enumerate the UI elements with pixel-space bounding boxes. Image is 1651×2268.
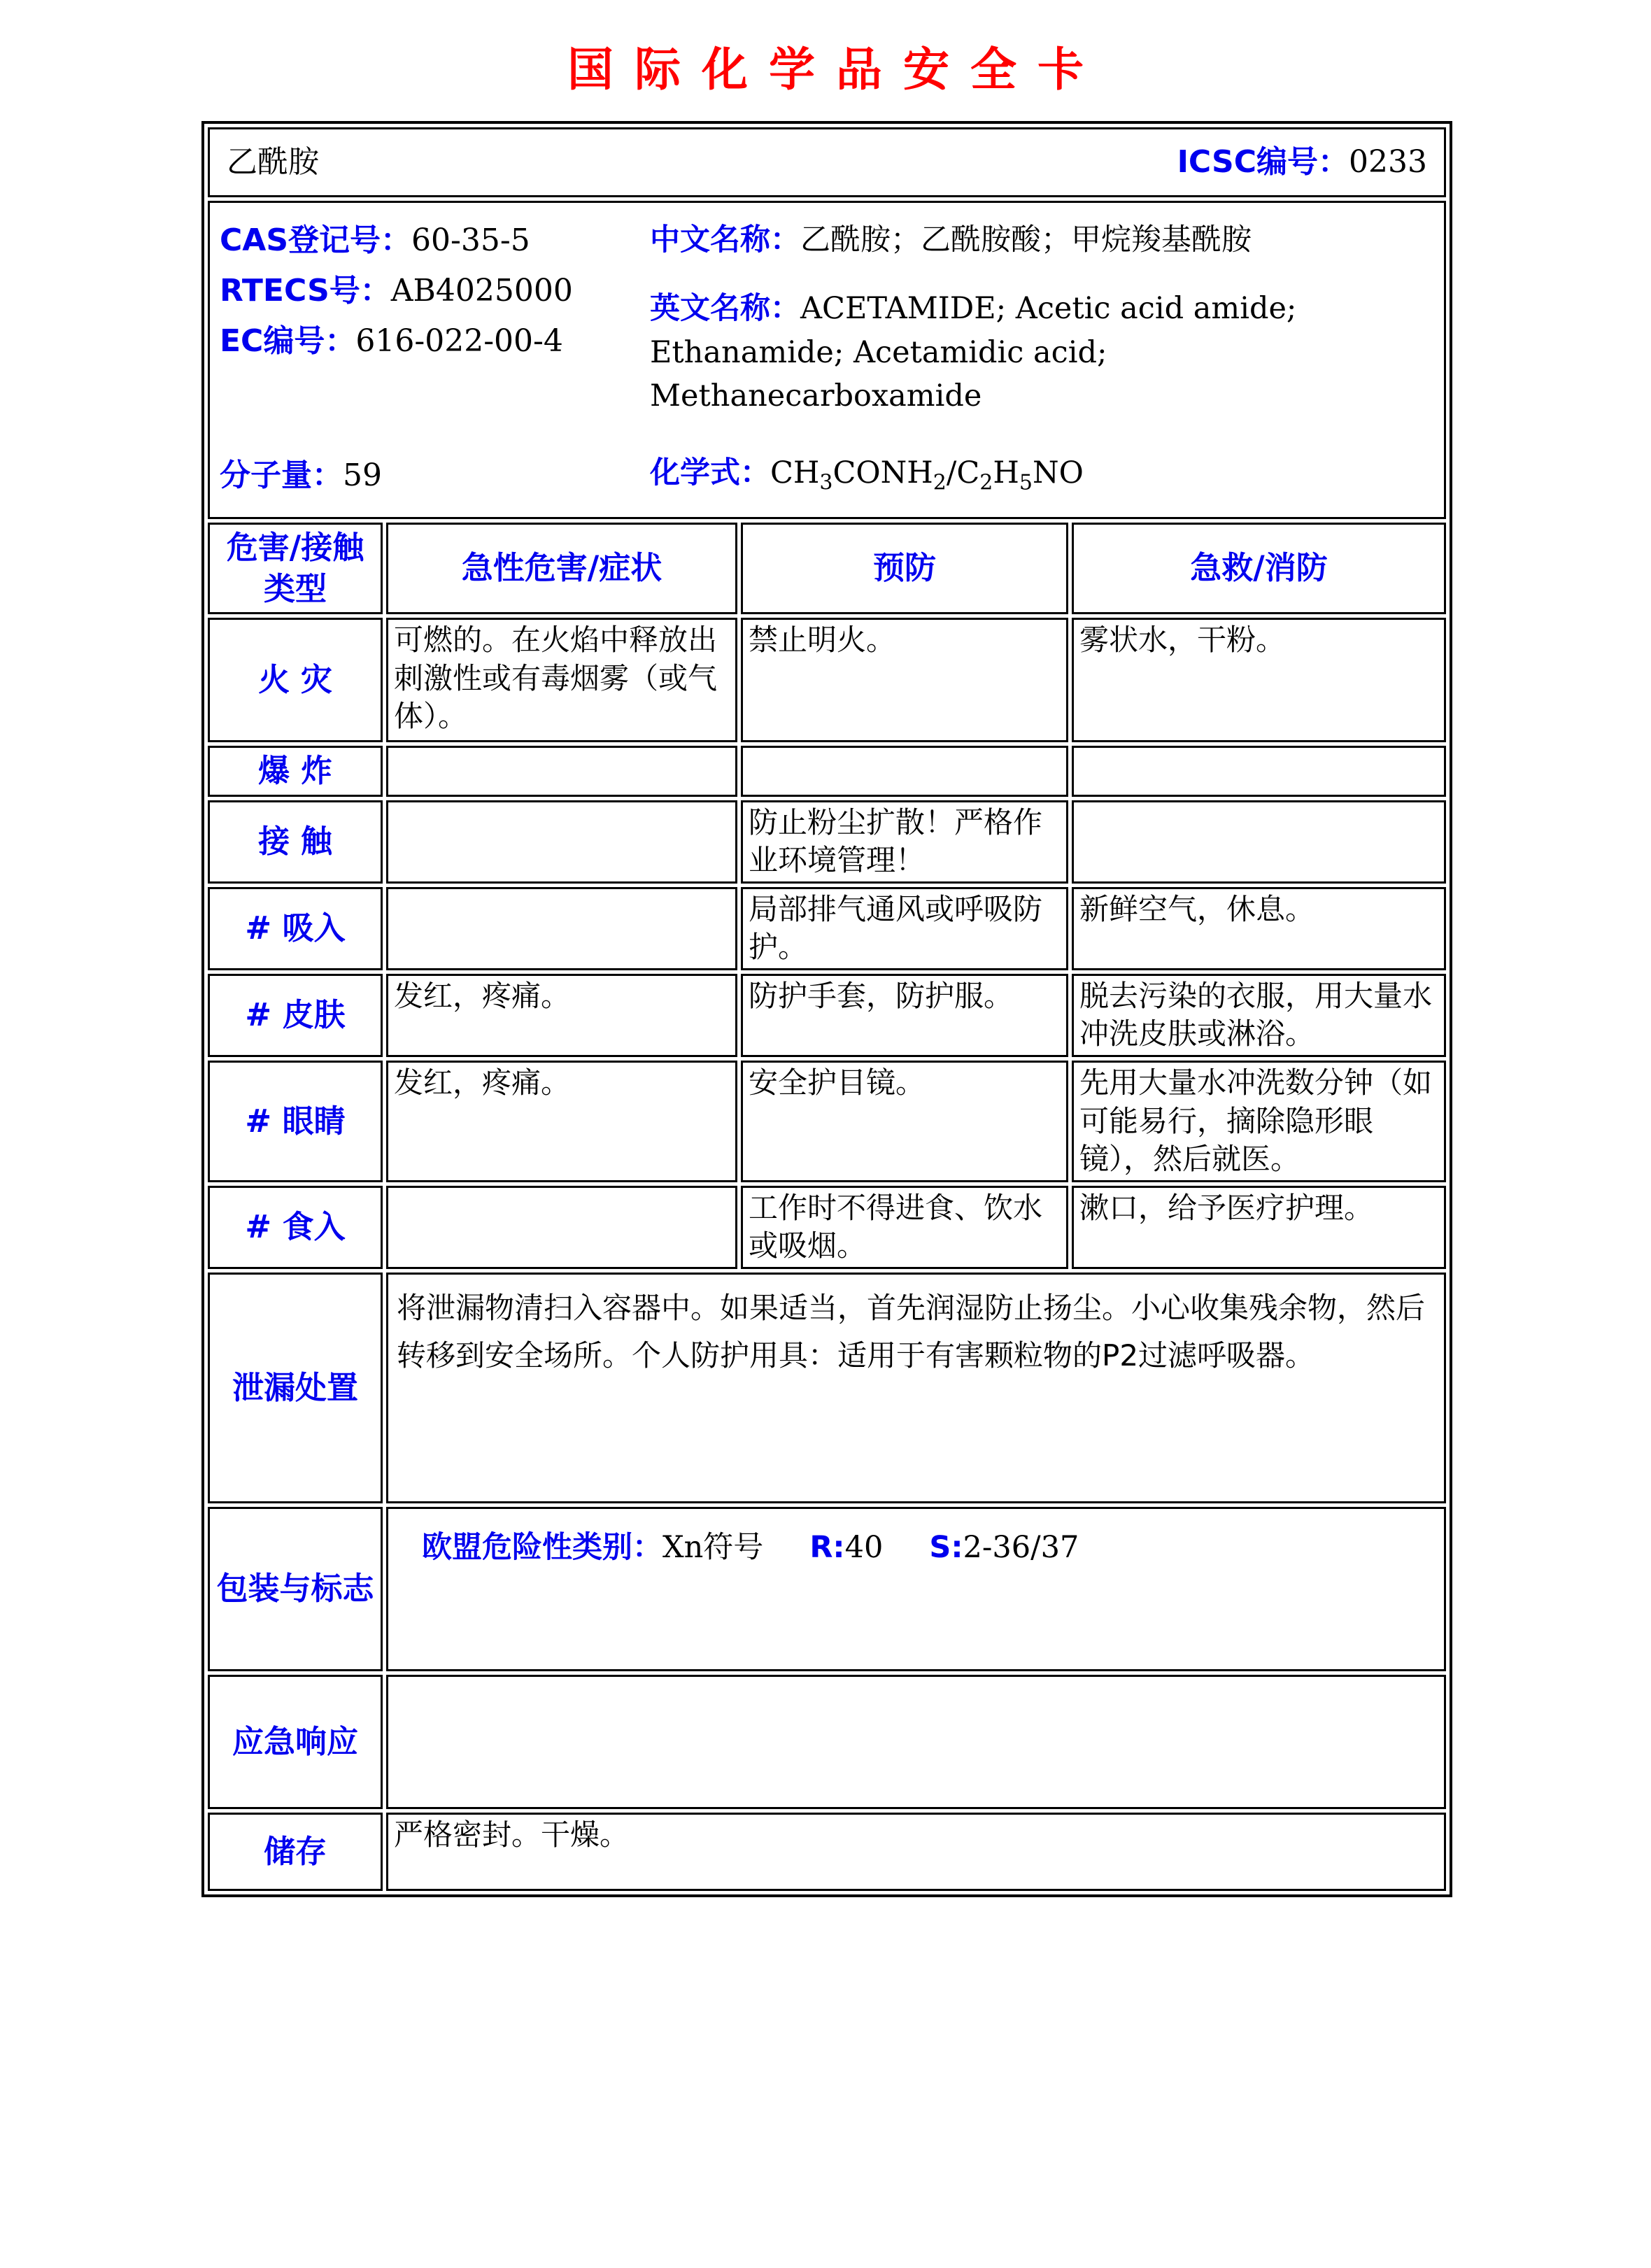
hazard-header-symptoms: 急性危害/症状 [386, 523, 737, 614]
exposure-prevention: 防止粉尘扩散！严格作业环境管理！ [741, 800, 1068, 884]
rtecs-number [220, 269, 650, 313]
icsc-card-table [201, 121, 1452, 1897]
rtecs-value: AB4025000 [390, 272, 573, 309]
section-row-packaging [208, 1507, 1446, 1671]
s-phrase-label: S: [929, 1530, 963, 1566]
exposure-firstaid [1072, 800, 1446, 884]
hazard-header-prevention: 预防 [741, 523, 1068, 614]
section-row-emergency [208, 1675, 1446, 1809]
page [0, 32, 1651, 2268]
spill-section-content: 将泄漏物清扫入容器中。如果适当，首先润湿防止扬尘。小心收集残余物，然后转移到安全场所。个人防护用具：适用于有害颗粒物的P2过滤呼吸器。 [386, 1273, 1446, 1503]
chemical-formula [650, 451, 1434, 498]
emergency-section-content [386, 1675, 1446, 1809]
hazard-row-explosion [208, 746, 1446, 797]
skin-symptoms: 发红，疼痛。 [386, 974, 737, 1057]
icsc-number-value: 0233 [1349, 144, 1428, 180]
ingestion-prevention: 工作时不得进食、饮水或吸烟。 [741, 1186, 1068, 1269]
ec-label: EC编号： [220, 323, 356, 359]
english-name [650, 287, 1434, 418]
section-row-spill [208, 1273, 1446, 1503]
inhalation-firstaid: 新鲜空气，休息。 [1072, 887, 1446, 970]
hazard-type-inhalation: # 吸入 [208, 887, 383, 970]
molecular-weight-value: 59 [343, 458, 382, 494]
hazard-row-inhalation [208, 887, 1446, 970]
chemical-formula-label: 化学式： [650, 455, 770, 490]
hazard-header-type: 危害/接触 类型 [208, 523, 383, 614]
ingestion-firstaid: 漱口，给予医疗护理。 [1072, 1186, 1446, 1269]
english-name-label: 英文名称： [650, 291, 800, 327]
spill-section-label: 泄漏处置 [208, 1273, 383, 1503]
ec-value: 616-022-00-4 [355, 323, 563, 359]
icsc-number-label: ICSC编号： [1177, 144, 1349, 180]
substance-name: 乙酰胺 [227, 144, 319, 180]
hazard-type-eyes: # 眼睛 [208, 1061, 383, 1182]
cas-number [220, 218, 650, 263]
fire-symptoms: 可燃的。在火焰中释放出刺激性或有毒烟雾（或气体）。 [386, 618, 737, 742]
hazard-row-eyes [208, 1061, 1446, 1182]
skin-firstaid: 脱去污染的衣服，用大量水冲洗皮肤或淋浴。 [1072, 974, 1446, 1057]
identifiers-cell [208, 201, 1446, 519]
eu-class-symbol: Xn符号 [662, 1530, 764, 1566]
cas-label: CAS登记号： [220, 222, 412, 258]
icsc-number [1177, 142, 1427, 182]
hazard-row-skin [208, 974, 1446, 1057]
packaging-section-label: 包装与标志 [208, 1507, 383, 1671]
hazard-header-firstaid: 急救/消防 [1072, 523, 1446, 614]
storage-section-content: 严格密封。干燥。 [386, 1813, 1446, 1891]
section-row-storage [208, 1813, 1446, 1891]
inhalation-symptoms [386, 887, 737, 970]
hazard-type-exposure: 接 触 [208, 800, 383, 884]
hazard-type-skin: # 皮肤 [208, 974, 383, 1057]
ingestion-symptoms [386, 1186, 737, 1269]
emergency-section-label: 应急响应 [208, 1675, 383, 1809]
identifiers-row [208, 201, 1446, 519]
chinese-name-label: 中文名称： [650, 222, 800, 257]
cas-value: 60-35-5 [411, 222, 530, 258]
r-phrase-value: 40 [844, 1530, 884, 1566]
name-cell [208, 127, 1446, 197]
hazard-row-fire [208, 618, 1446, 742]
chinese-name [650, 218, 1434, 262]
page-title: 国际化学品安全卡 [567, 42, 1105, 97]
hazard-type-ingestion: # 食入 [208, 1186, 383, 1269]
explosion-firstaid [1072, 746, 1446, 797]
packaging-section-content [386, 1507, 1446, 1671]
molecular-weight-label: 分子量： [220, 458, 343, 494]
ec-number [220, 319, 650, 364]
molecular-weight [220, 453, 650, 498]
names-block [650, 218, 1434, 498]
eu-class-label: 欧盟危险性类别： [422, 1530, 662, 1566]
formula-value: $CH_3CONH_2/C_2H_5NO$ [770, 455, 1084, 495]
chinese-name-value: 乙酰胺；乙酰胺酸；甲烷羧基酰胺 [800, 222, 1252, 257]
s-phrase-value: 2-36/37 [963, 1530, 1079, 1566]
skin-prevention: 防护手套，防护服。 [741, 974, 1068, 1057]
eu-classification-line [422, 1529, 1438, 1568]
eyes-symptoms: 发红，疼痛。 [386, 1061, 737, 1182]
storage-section-label: 储存 [208, 1813, 383, 1891]
inhalation-prevention: 局部排气通风或呼吸防护。 [741, 887, 1068, 970]
hazard-row-exposure [208, 800, 1446, 884]
hazard-header-row [208, 523, 1446, 614]
r-phrase-label: R: [809, 1530, 845, 1566]
identifier-numbers-block [220, 218, 650, 498]
explosion-symptoms [386, 746, 737, 797]
hazard-row-ingestion [208, 1186, 1446, 1269]
fire-prevention: 禁止明火。 [741, 618, 1068, 742]
eyes-prevention: 安全护目镜。 [741, 1061, 1068, 1182]
hazard-type-fire: 火 灾 [208, 618, 383, 742]
hazard-type-explosion: 爆 炸 [208, 746, 383, 797]
rtecs-label: RTECS号： [220, 272, 391, 309]
explosion-prevention [741, 746, 1068, 797]
english-name-value: ACETAMIDE; Acetic acid amide; Ethanamide; Acetamidic acid; Methanecarboxamide [650, 291, 1297, 414]
fire-firstaid: 雾状水，干粉。 [1072, 618, 1446, 742]
name-row [208, 127, 1446, 197]
eyes-firstaid: 先用大量水冲洗数分钟（如可能易行，摘除隐形眼镜），然后就医。 [1072, 1061, 1446, 1182]
exposure-symptoms [386, 800, 737, 884]
